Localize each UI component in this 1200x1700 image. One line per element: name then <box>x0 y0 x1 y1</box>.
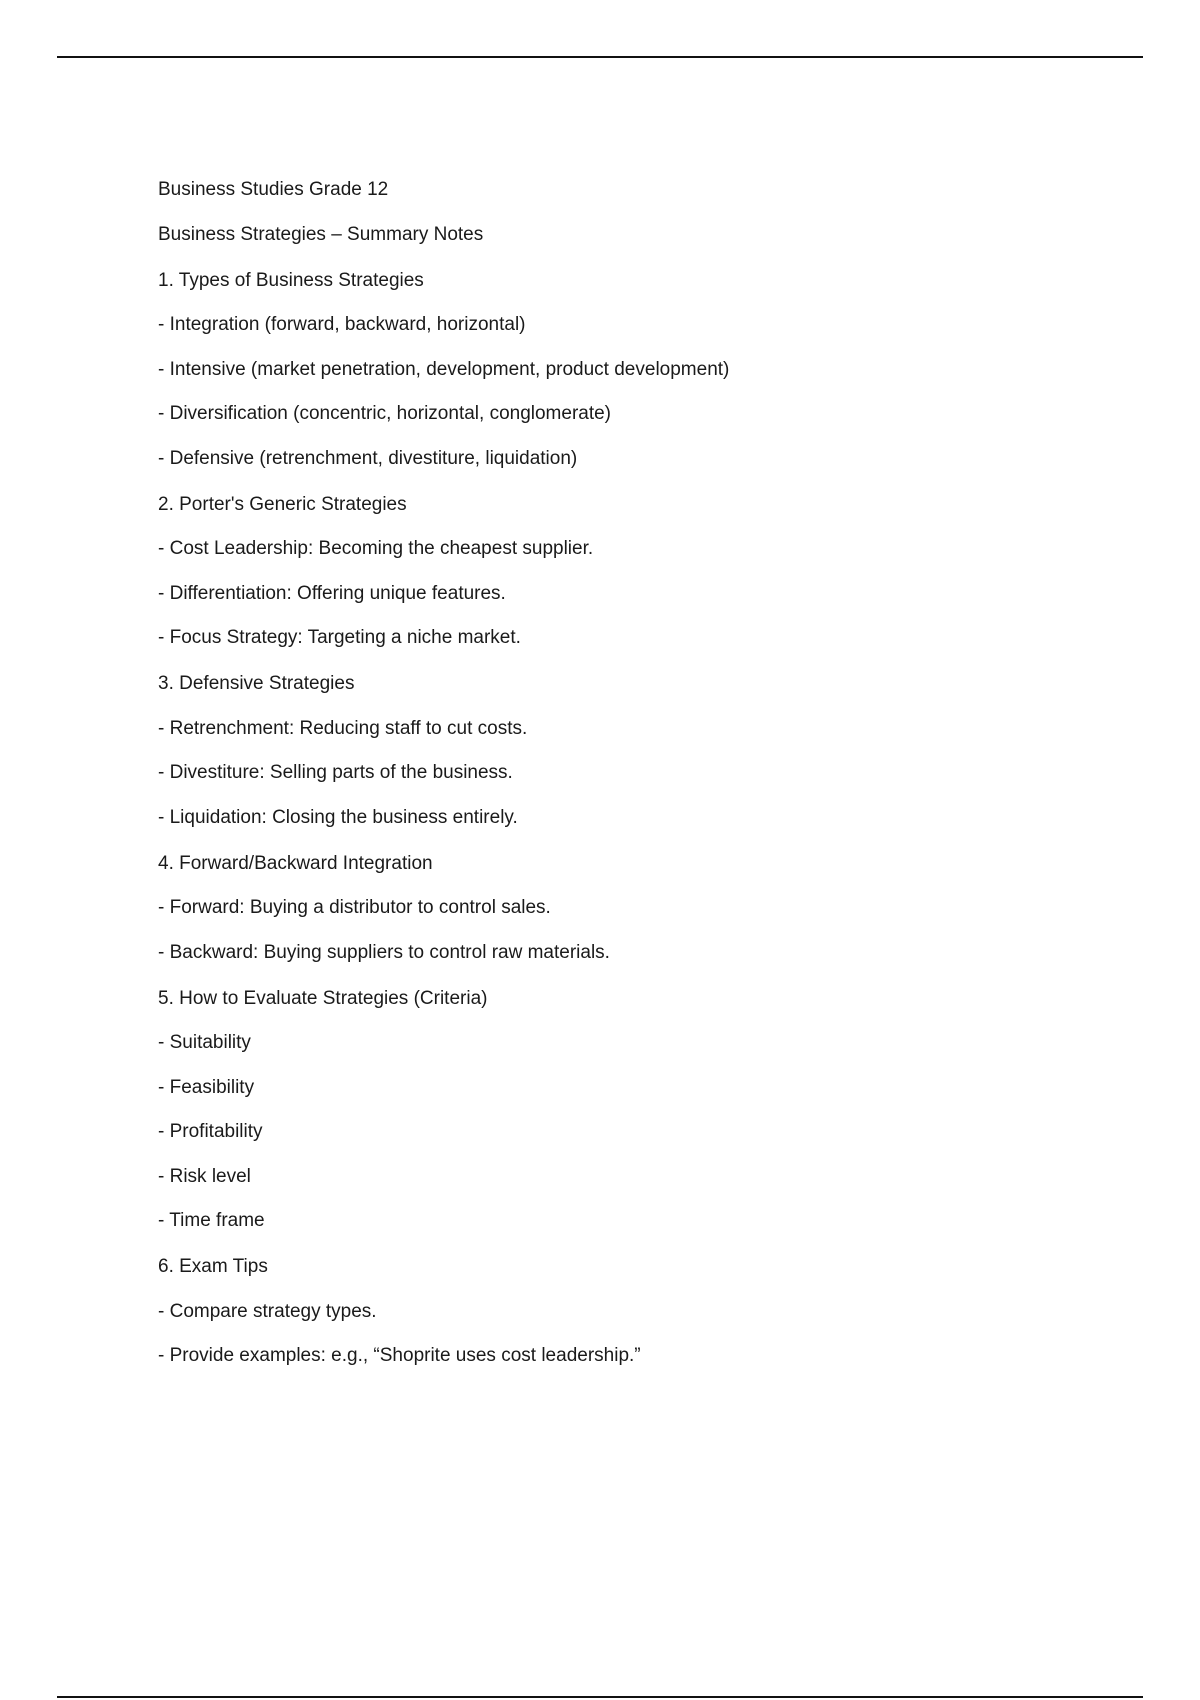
section-forward-backward-integration <box>158 851 1058 966</box>
bottom-rule <box>57 1696 1143 1698</box>
section-heading: 4. Forward/Backward Integration <box>158 852 433 874</box>
section-defensive-strategies <box>158 671 1058 831</box>
list-item: - Backward: Buying suppliers to control raw materials. <box>158 941 610 963</box>
document-subtitle: Business Strategies – Summary Notes <box>158 223 484 245</box>
list-item: - Forward: Buying a distributor to control sales. <box>158 897 551 918</box>
list-item: - Liquidation: Closing the business entirely. <box>158 806 518 828</box>
list-item: - Compare strategy types. <box>158 1300 377 1322</box>
document-title: Business Studies Grade 12 <box>158 179 389 200</box>
list-item: - Suitability <box>158 1032 251 1053</box>
section-heading: 5. How to Evaluate Strategies (Criteria) <box>158 987 488 1009</box>
list-item: - Integration (forward, backward, horizontal) <box>158 314 526 335</box>
list-item: - Differentiation: Offering unique features. <box>158 582 506 604</box>
list-item: - Defensive (retrenchment, divestiture, liquidation) <box>158 447 578 469</box>
list-item: - Divestiture: Selling parts of the business. <box>158 762 513 783</box>
list-item: - Intensive (market penetration, development, product development) <box>158 358 730 380</box>
section-evaluation-criteria <box>158 986 1058 1235</box>
list-item: - Risk level <box>158 1165 251 1187</box>
section-heading: 3. Defensive Strategies <box>158 673 355 694</box>
list-item: - Diversification (concentric, horizontal, conglomerate) <box>158 403 612 424</box>
document-header <box>158 177 1058 248</box>
section-heading: 1. Types of Business Strategies <box>158 269 424 291</box>
list-item: - Feasibility <box>158 1076 255 1098</box>
section-heading: 6. Exam Tips <box>158 1256 268 1277</box>
list-item: - Focus Strategy: Targeting a niche market. <box>158 627 521 648</box>
list-item: - Provide examples: e.g., “Shoprite uses cost leadership.” <box>158 1345 641 1366</box>
list-item: - Profitability <box>158 1121 263 1142</box>
document-body <box>158 177 1058 1369</box>
list-item: - Retrenchment: Reducing staff to cut costs. <box>158 717 528 739</box>
section-porters-generic-strategies <box>158 492 1058 652</box>
section-types-of-strategies <box>158 268 1058 472</box>
list-item: - Cost Leadership: Becoming the cheapest supplier. <box>158 538 594 559</box>
section-exam-tips <box>158 1254 1058 1369</box>
section-heading: 2. Porter's Generic Strategies <box>158 493 407 515</box>
list-item: - Time frame <box>158 1210 265 1231</box>
top-rule <box>57 56 1143 58</box>
